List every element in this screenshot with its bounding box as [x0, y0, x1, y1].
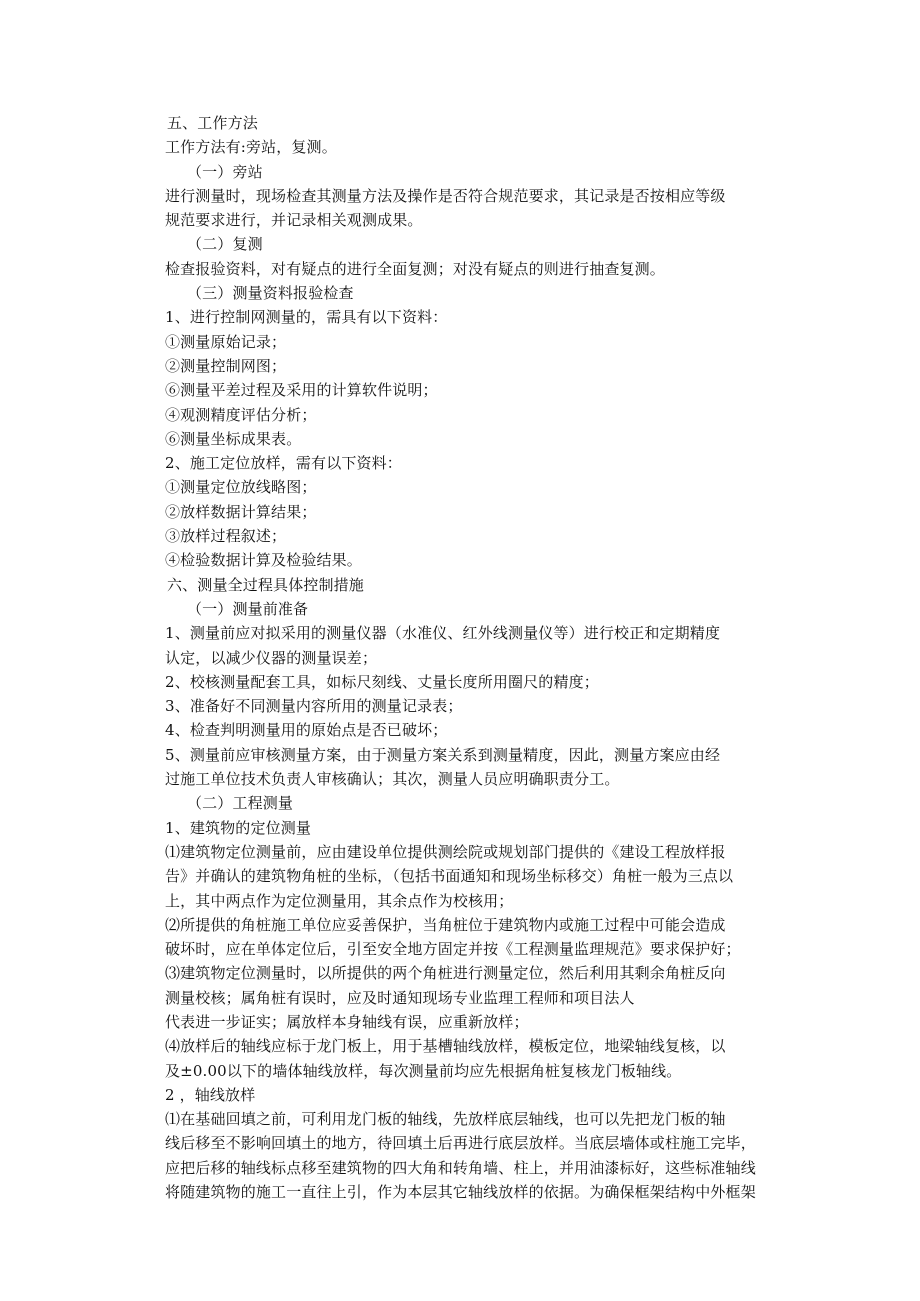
- list-item: ⑥测量坐标成果表。: [165, 429, 302, 448]
- paragraph-line: 规范要求进行，并记录相关观测成果。: [165, 211, 423, 230]
- subsection-heading: （二）工程测量: [187, 794, 294, 813]
- paragraph-line: 检查报验资料，对有疑点的进行全面复测；对没有疑点的则进行抽查复测。: [165, 259, 665, 278]
- list-item: 2、施工定位放样，需有以下资料：: [165, 454, 402, 473]
- paragraph-line: 破坏时，应在单体定位后，引至安全地方固定并按《工程测量监理规范》要求保护好；: [165, 940, 741, 959]
- paragraph-line: ⑵所提供的角桩施工单位应妥善保护，当角桩位于建筑物内或施工过程中可能会造成: [165, 915, 726, 934]
- section-heading: 六、测量全过程具体控制措施: [167, 575, 364, 594]
- paragraph-line: ⑴建筑物定位测量前，应由建设单位提供测绘院或规划部门提供的《建设工程放样报: [165, 842, 726, 861]
- paragraph-line: 进行测量时，现场检查其测量方法及操作是否符合规范要求，其记录是否按相应等级: [165, 186, 726, 205]
- subsection-heading: （三）测量资料报验检查: [187, 284, 354, 303]
- paragraph-line: 2、校核测量配套工具，如标尺刻线、丈量长度所用圈尺的精度；: [165, 672, 599, 691]
- paragraph-line: 及±0.00以下的墙体轴线放样，每次测量前均应先根据角桩复核龙门板轴线。: [165, 1061, 682, 1080]
- paragraph-line: 告》并确认的建筑物角桩的坐标，（包括书面通知和现场坐标移交）角桩一般为三点以: [165, 867, 734, 886]
- paragraph-line: 5、测量前应审核测量方案，由于测量方案关系到测量精度，因此，测量方案应由经: [165, 745, 721, 764]
- list-item: ②测量控制网图；: [165, 356, 287, 375]
- paragraph-line: 2 ，轴线放样: [165, 1085, 256, 1104]
- paragraph-line: 测量校核；属角桩有误时，应及时通知现场专业监理工程师和项目法人: [165, 988, 635, 1007]
- list-item: ④检验数据计算及检验结果。: [165, 551, 362, 570]
- paragraph-line: ⑶建筑物定位测量时，以所提供的两个角桩进行测量定位，然后利用其剩余角桩反向: [165, 964, 726, 983]
- paragraph-line: 4、检查判明测量用的原始点是否已破坏；: [165, 721, 448, 740]
- paragraph-line: 将随建筑物的施工一直往上引，作为本层其它轴线放样的依据。为确保框架结构中外框架: [165, 1183, 756, 1202]
- list-item: ③放样过程叙述；: [165, 527, 287, 546]
- section-heading: 五、工作方法: [167, 114, 258, 132]
- subsection-heading: （一）测量前准备: [187, 599, 309, 618]
- paragraph-line: 认定，以减少仪器的测量误差；: [165, 648, 378, 667]
- list-item: ①测量原始记录；: [165, 332, 287, 351]
- paragraph-line: 代表进一步证实；属放样本身轴线有误，应重新放样；: [165, 1012, 529, 1031]
- document-body: [165, 111, 805, 1204]
- paragraph-line: ⑷放样后的轴线应标于龙门板上，用于基槽轴线放样，模板定位，地梁轴线复核，以: [165, 1037, 726, 1056]
- paragraph-line: 上，其中两点作为定位测量用，其余点作为校核用；: [165, 891, 514, 910]
- paragraph-line: 工作方法有:旁站，复测。: [165, 138, 337, 157]
- paragraph-line: 1、测量前应对拟采用的测量仪器（水准仪、红外线测量仪等）进行校正和定期精度: [165, 624, 721, 643]
- subsection-heading: （二）复测: [187, 235, 263, 254]
- paragraph-line: 应把后移的轴线标点移至建筑物的四大角和转角墙、柱上，并用油漆标好，这些标准轴线: [165, 1158, 756, 1177]
- subsection-heading: （一）旁站: [187, 162, 263, 181]
- paragraph-line: 过施工单位技术负责人审核确认；其次，测量人员应明确职责分工。: [165, 770, 620, 789]
- paragraph-line: 1、建筑物的定位测量: [165, 818, 312, 837]
- list-item: 1、进行控制网测量的，需具有以下资料：: [165, 308, 448, 327]
- paragraph-line: ⑴在基础回填之前，可利用龙门板的轴线，先放样底层轴线，也可以先把龙门板的轴: [165, 1110, 726, 1129]
- list-item: ④观测精度评估分析；: [165, 405, 317, 424]
- paragraph-line: 3、准备好不同测量内容所用的测量记录表；: [165, 697, 463, 716]
- list-item: ①测量定位放线略图；: [165, 478, 317, 497]
- list-item: ⑥测量平差过程及采用的计算软件说明；: [165, 381, 438, 400]
- paragraph-line: 线后移至不影响回填土的地方，待回填土后再进行底层放样。当底层墙体或柱施工完毕，: [165, 1134, 756, 1153]
- list-item: ②放样数据计算结果；: [165, 502, 317, 521]
